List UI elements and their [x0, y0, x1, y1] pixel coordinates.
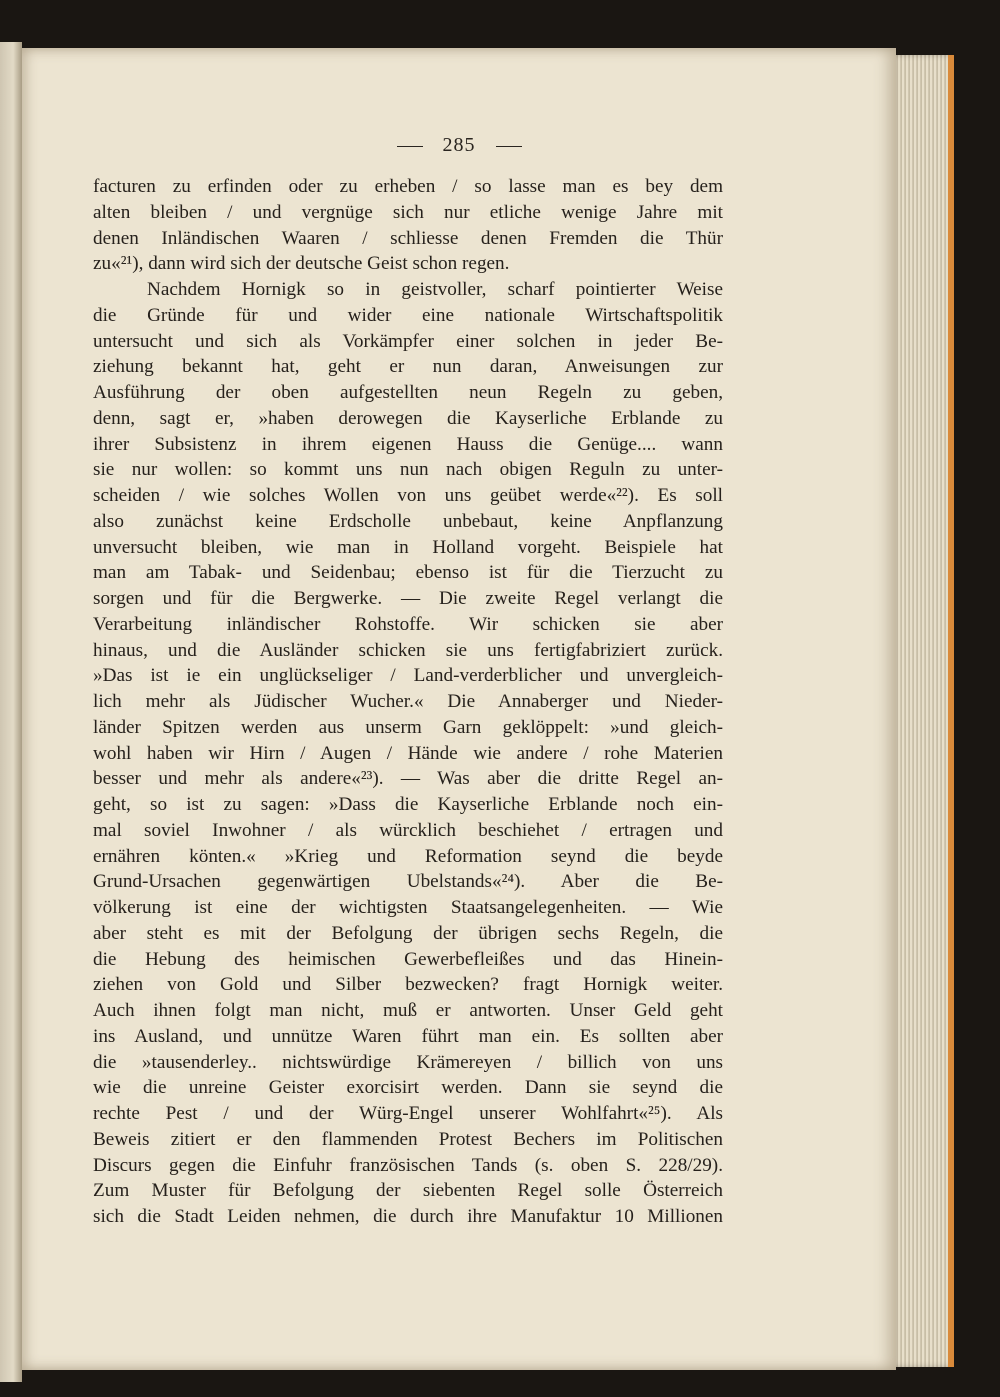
text-line: Auch ihnen folgt man nicht, muß er antworten. Unser Geld geht: [93, 1000, 723, 1021]
text-line: sich die Stadt Leiden nehmen, die durch ihre Manufaktur 10 Millionen: [93, 1206, 723, 1227]
text-line: Verarbeitung inländischer Rohstoffe. Wir schicken sie aber: [93, 613, 723, 635]
text-line: unversucht bleiben, wie man in Holland vorgeht. Beispiele hat: [93, 536, 723, 558]
text-line: ihrer Subsistenz in ihrem eigenen Hauss die Genüge.... wann: [93, 433, 723, 455]
text-line: länder Spitzen werden aus unserm Garn geklöppelt: »und gleich-: [93, 716, 723, 738]
page-number: 285: [442, 134, 476, 156]
text-line: facturen zu erfinden oder zu erheben / so lasse man es bey dem: [93, 176, 723, 197]
text-line: denen Inländischen Waaren / schliesse denen Fremden die Thür: [93, 227, 723, 249]
page-header: [22, 134, 896, 157]
facing-page-edge: [0, 42, 22, 1382]
text-line: also zunächst keine Erdscholle unbebaut, keine Anpflanzung: [93, 510, 723, 532]
text-line: scheiden / wie solches Wollen von uns geübet werde«²²). Es soll: [93, 485, 723, 506]
text-line: mal soviel Inwohner / als würcklich beschiehet / ertragen und: [93, 819, 723, 841]
text-line: zu«²¹), dann wird sich der deutsche Geist schon regen.: [93, 253, 510, 275]
body-text: [93, 174, 723, 1230]
text-line: die Hebung des heimischen Gewerbefleißes und das Hinein-: [93, 948, 723, 970]
text-line: Discurs gegen die Einfuhr französischen Tands (s. oben S. 228/29).: [93, 1154, 723, 1176]
text-line: Nachdem Hornigk so in geistvoller, scharf pointierter Weise: [147, 279, 723, 300]
text-line: die Gründe für und wider eine nationale Wirtschaftspolitik: [93, 304, 723, 326]
text-line: alten bleiben / und vergnüge sich nur etliche wenige Jahre mit: [93, 201, 723, 223]
text-line: völkerung ist eine der wichtigsten Staatsangelegenheiten. — Wie: [93, 897, 723, 918]
text-line: Zum Muster für Befolgung der siebenten Regel solle Österreich: [93, 1180, 723, 1202]
text-line: Grund-Ursachen gegenwärtigen Ubelstands«²⁴). Aber die Be-: [93, 871, 723, 893]
text-line: Ausführung der oben aufgestellten neun Regeln zu geben,: [93, 382, 723, 403]
text-line: besser und mehr als andere«²³). — Was aber die dritte Regel an-: [93, 768, 723, 790]
text-line: »Das ist ie ein unglückseliger / Land-verderblicher und unvergleich-: [93, 665, 723, 687]
header-dash-right: [496, 146, 522, 147]
text-line: ziehung bekannt hat, geht er nun daran, Anweisungen zur: [93, 356, 723, 378]
text-line: aber steht es mit der Befolgung der übrigen sechs Regeln, die: [93, 922, 723, 944]
text-line: sorgen und für die Bergwerke. — Die zweite Regel verlangt die: [93, 588, 723, 609]
text-line: ziehen von Gold und Silber bezwecken? fragt Hornigk weiter.: [93, 974, 723, 996]
text-line: man am Tabak- und Seidenbau; ebenso ist für die Tierzucht zu: [93, 562, 723, 584]
text-line: wohl haben wir Hirn / Augen / Hände wie andere / rohe Materien: [93, 742, 723, 764]
text-line: ins Ausland, und unnütze Waren führt man ein. Es sollten aber: [93, 1025, 723, 1047]
text-line: lich mehr als Jüdischer Wucher.« Die Annaberger und Nieder-: [93, 691, 723, 712]
text-line: Beweis zitiert er den flammenden Protest Bechers im Politischen: [93, 1128, 723, 1150]
text-line: die »tausenderley.. nichtswürdige Krämereyen / billich von uns: [93, 1051, 723, 1073]
text-line: denn, sagt er, »haben derowegen die Kayserliche Erblande zu: [93, 407, 723, 429]
text-line: sie nur wollen: so kommt uns nun nach obigen Reguln zu unter-: [93, 459, 723, 481]
text-line: hinaus, und die Ausländer schicken sie uns fertigfabriziert zurück.: [93, 639, 723, 661]
page-stack-edge: [890, 55, 954, 1367]
text-line: wie die unreine Geister exorcisirt werden. Dann sie seynd die: [93, 1077, 723, 1099]
text-line: geht, so ist zu sagen: »Dass die Kayserliche Erblande noch ein-: [93, 794, 723, 815]
text-line: ernähren könten.« »Krieg und Reformation seynd die beyde: [93, 845, 723, 867]
header-dash-left: [397, 146, 423, 147]
text-line: untersucht und sich als Vorkämpfer einer solchen in jeder Be-: [93, 330, 723, 352]
text-line: rechte Pest / und der Würg-Engel unserer Wohlfahrt«²⁵). Als: [93, 1103, 723, 1124]
